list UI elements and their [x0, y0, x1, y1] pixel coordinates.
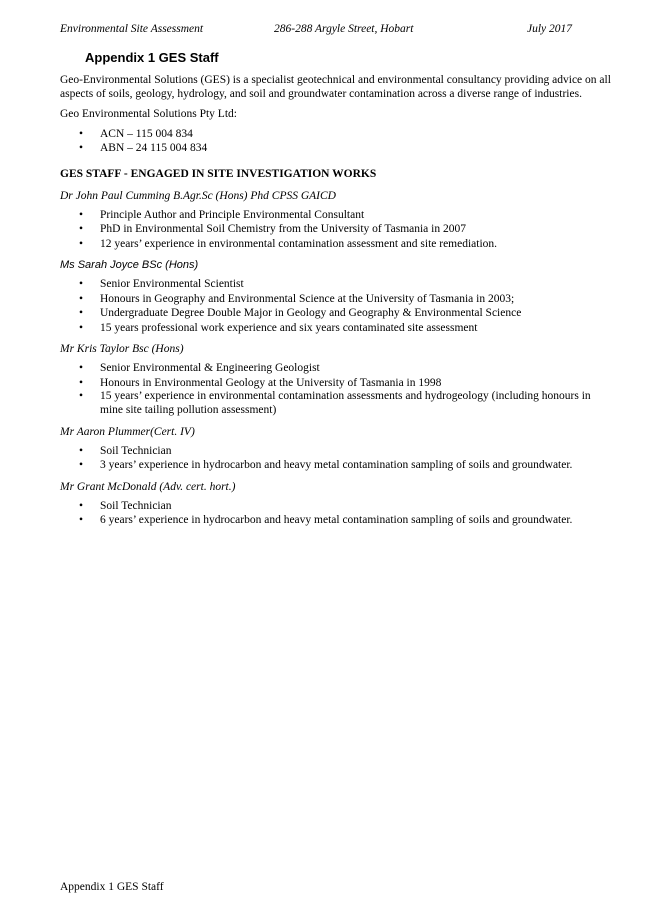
header-date: July 2017 [526, 23, 572, 35]
list-item: • PhD in Environmental Soil Chemistry from the University of Tasmania in 2007 [60, 222, 612, 237]
list-item: • Undergraduate Degree Double Major in Geology and Geography & Environmental Science [60, 306, 612, 321]
staff-name: Mr Aaron Plummer(Cert. IV) [60, 425, 195, 438]
staff-name: Mr Kris Taylor Bsc (Hons) [60, 343, 184, 356]
staff-entry-mcdonald [60, 480, 612, 528]
header-site-address: 286-288 Argyle Street, Hobart [274, 23, 414, 35]
staff-entry-taylor [60, 342, 612, 418]
staff-entry-joyce [60, 258, 612, 335]
company-name: Geo Environmental Solutions Pty Ltd: [60, 108, 237, 121]
staff-qualifications [60, 444, 612, 473]
staff-qualifications [60, 499, 612, 528]
section-heading: GES STAFF - ENGAGED IN SITE INVESTIGATION WORKS [60, 167, 377, 180]
company-acn: • ACN – 115 004 834 [60, 127, 612, 142]
staff-entry-plummer [60, 425, 612, 473]
staff-qualifications [60, 361, 612, 418]
list-item: • 15 years professional work experience and six years contaminated site assessment [60, 321, 612, 336]
company-details-list [60, 127, 612, 156]
intro-paragraph: Geo-Environmental Solutions (GES) is a specialist geotechnical and environmental consultancy providing advice on all aspects of soils, geology, hydrology, and soil and groundwater contamination across a diverse range of industries. [60, 74, 611, 100]
list-item: • 12 years’ experience in environmental contamination assessment and site remediation. [60, 237, 612, 252]
staff-name: Mr Grant McDonald (Adv. cert. hort.) [60, 480, 236, 493]
staff-entry-cumming [60, 189, 612, 252]
header-document-title: Environmental Site Assessment [60, 23, 204, 35]
list-item: • Senior Environmental & Engineering Geologist [60, 361, 612, 376]
company-abn: • ABN – 24 115 004 834 [60, 141, 612, 156]
list-item: • Senior Environmental Scientist [60, 277, 612, 292]
staff-name: Ms Sarah Joyce BSc (Hons) [60, 259, 199, 272]
list-item: • Soil Technician [60, 444, 612, 459]
staff-name: Dr John Paul Cumming B.Agr.Sc (Hons) Phd CPSS GAICD [60, 189, 336, 202]
page-header [60, 23, 572, 39]
list-item: • 3 years’ experience in hydrocarbon and heavy metal contamination sampling of soils and groundwater. [60, 458, 612, 473]
page-footer: Appendix 1 GES Staff [60, 881, 164, 893]
appendix-title: Appendix 1 GES Staff [85, 50, 219, 65]
list-item: • Honours in Geography and Environmental Science at the University of Tasmania in 2003; [60, 292, 612, 307]
staff-qualifications [60, 208, 612, 252]
list-item: • Soil Technician [60, 499, 612, 514]
page-content [60, 49, 612, 535]
list-item: • Honours in Environmental Geology at the University of Tasmania in 1998 [60, 376, 612, 391]
list-item: • 6 years’ experience in hydrocarbon and heavy metal contamination sampling of soils and groundwater. [60, 513, 612, 528]
list-item: • Principle Author and Principle Environmental Consultant [60, 208, 612, 223]
list-item: • 15 years’ experience in environmental contamination assessments and hydrogeology (including honours in mine site tailing pollution assessment) [60, 390, 612, 418]
staff-qualifications [60, 277, 612, 335]
